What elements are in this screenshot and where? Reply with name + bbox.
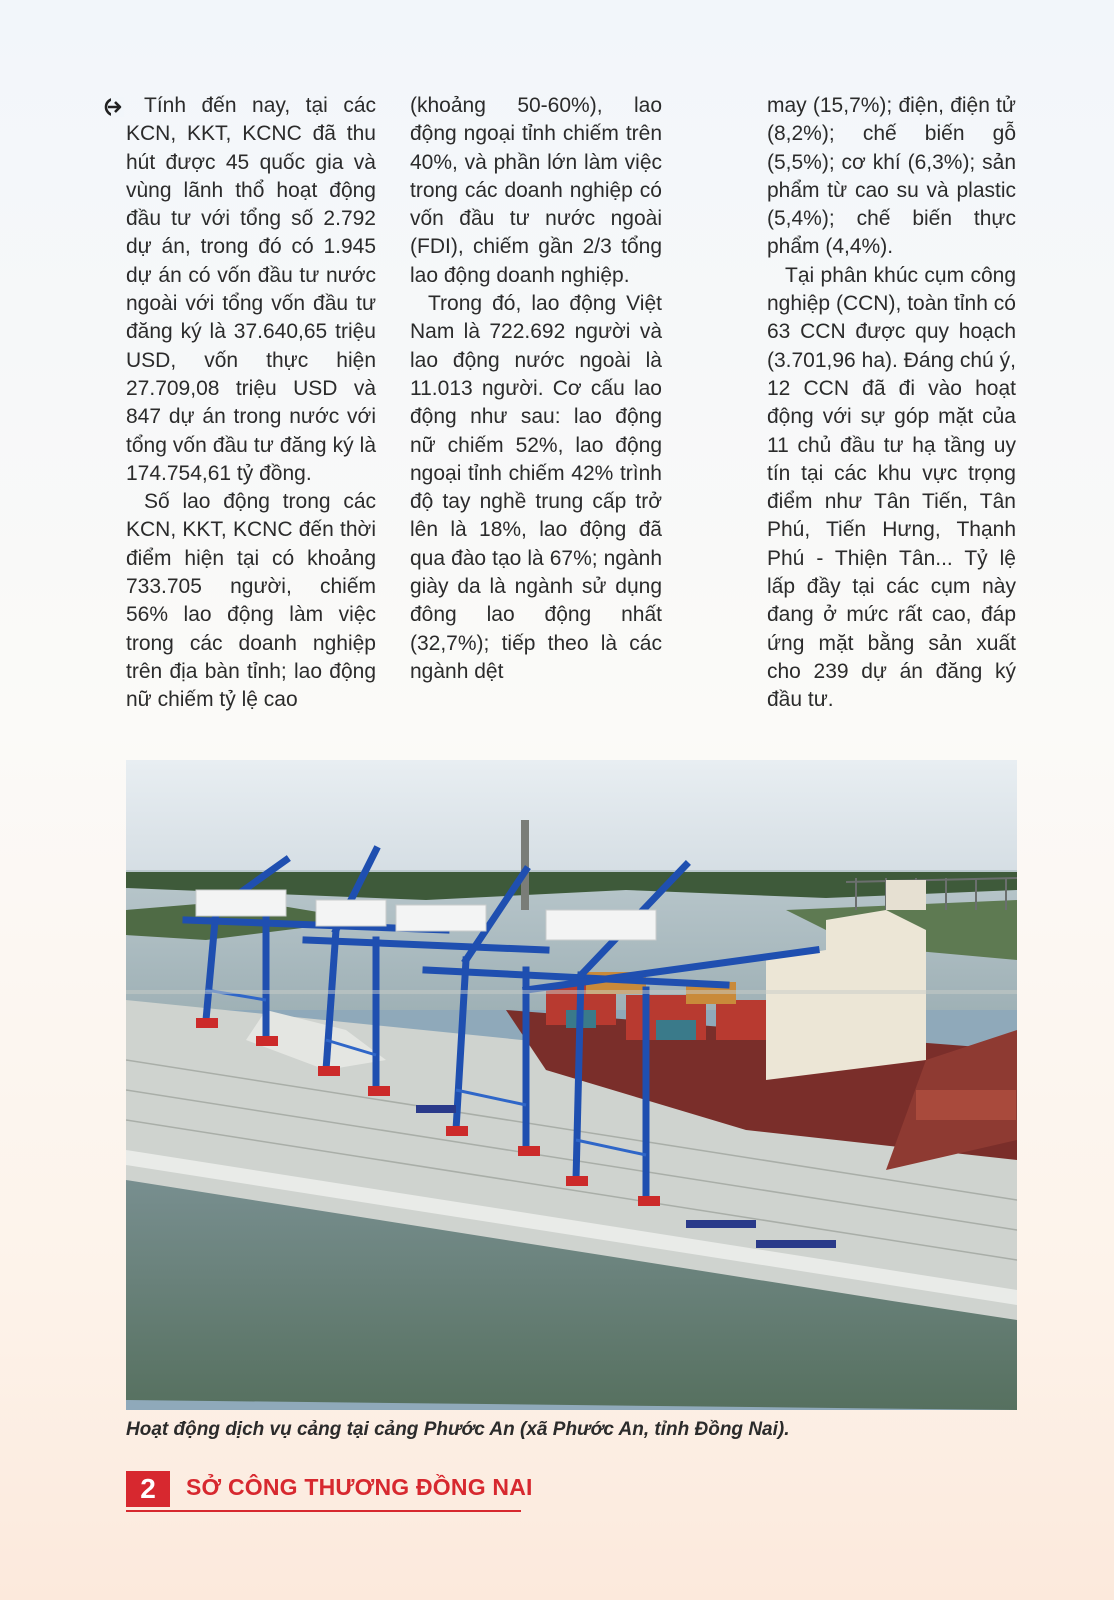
article-column-3 [767,92,1016,715]
photo-caption: Hoạt động dịch vụ cảng tại cảng Phước An (xã Phước An, tỉnh Đồng Nai). [126,1419,790,1440]
paragraph: Tính đến nay, tại các KCN, KKT, KCNC đã thu hút được 45 quốc gia và vùng lãnh thổ hoạt động đầu tư với tổng số 2.792 dự án, trong đó có 1.945 dự án có vốn đầu tư nước ngoài với tổng vốn đầu tư đăng ký là 37.640,65 triệu USD, vốn thực hiện 27.709,08 triệu USD và 847 dự án trong nước với tổng vốn đầu tư đăng ký là 174.754,61 tỷ đồng. [126,94,376,485]
paragraph: Số lao động trong các KCN, KKT, KCNC đến thời điểm hiện tại có khoảng 733.705 người, chiếm 56% lao động làm việc trong các doanh nghiệp trên địa bàn tỉnh; lao động nữ chiếm tỷ lệ cao [126,490,376,712]
paragraph: Trong đó, lao động Việt Nam là 722.692 người và lao động nước ngoài là 11.013 người. Cơ cấu lao động như sau: lao động nữ chiếm 52%, lao động ngoại tỉnh chiếm 42% trình độ tay nghề trung cấp trở lên là 18%, lao động đã qua đào tạo là 67%; ngành giày da là ngành sử dụng đông lao động nhất (32,7%); tiếp theo là các ngành dệt [410,292,662,683]
article-column-1 [126,92,376,715]
article-column-2 [410,92,662,686]
page-number: 2 [126,1471,170,1507]
publication-name: SỞ CÔNG THƯƠNG ĐỒNG NAI [186,1474,533,1500]
paragraph: (khoảng 50-60%), lao động ngoại tỉnh chiếm trên 40%, và phần lớn làm việc trong các doanh nghiệp có vốn đầu tư nước ngoài (FDI), chiếm gần 2/3 tổng lao động doanh nghiệp. [410,94,662,287]
paragraph: may (15,7%); điện, điện tử (8,2%); chế biến gỗ (5,5%); cơ khí (6,3%); sản phẩm từ cao su và plastic (5,4%); chế biến thực phẩm (4,4%). [767,94,1016,259]
footer-divider [126,1510,521,1512]
paragraph: Tại phân khúc cụm công nghiệp (CCN), toàn tỉnh có 63 CCN được quy hoạch (3.701,96 ha). Đáng chú ý, 12 CCN đã đi vào hoạt động với sự góp mặt của 11 chủ đầu tư hạ tầng uy tín tại các khu vực trọng điểm như Tân Tiến, Tân Phú, Tiến Hưng, Thạnh Phú - Thiện Tân... Tỷ lệ lấp đầy tại các cụm này đang ở mức rất cao, đáp ứng mặt bằng sản xuất cho 239 dự án đăng ký đầu tư. [767,263,1016,712]
arrow-bullet-icon [104,97,124,117]
port-photo [126,760,1017,1410]
